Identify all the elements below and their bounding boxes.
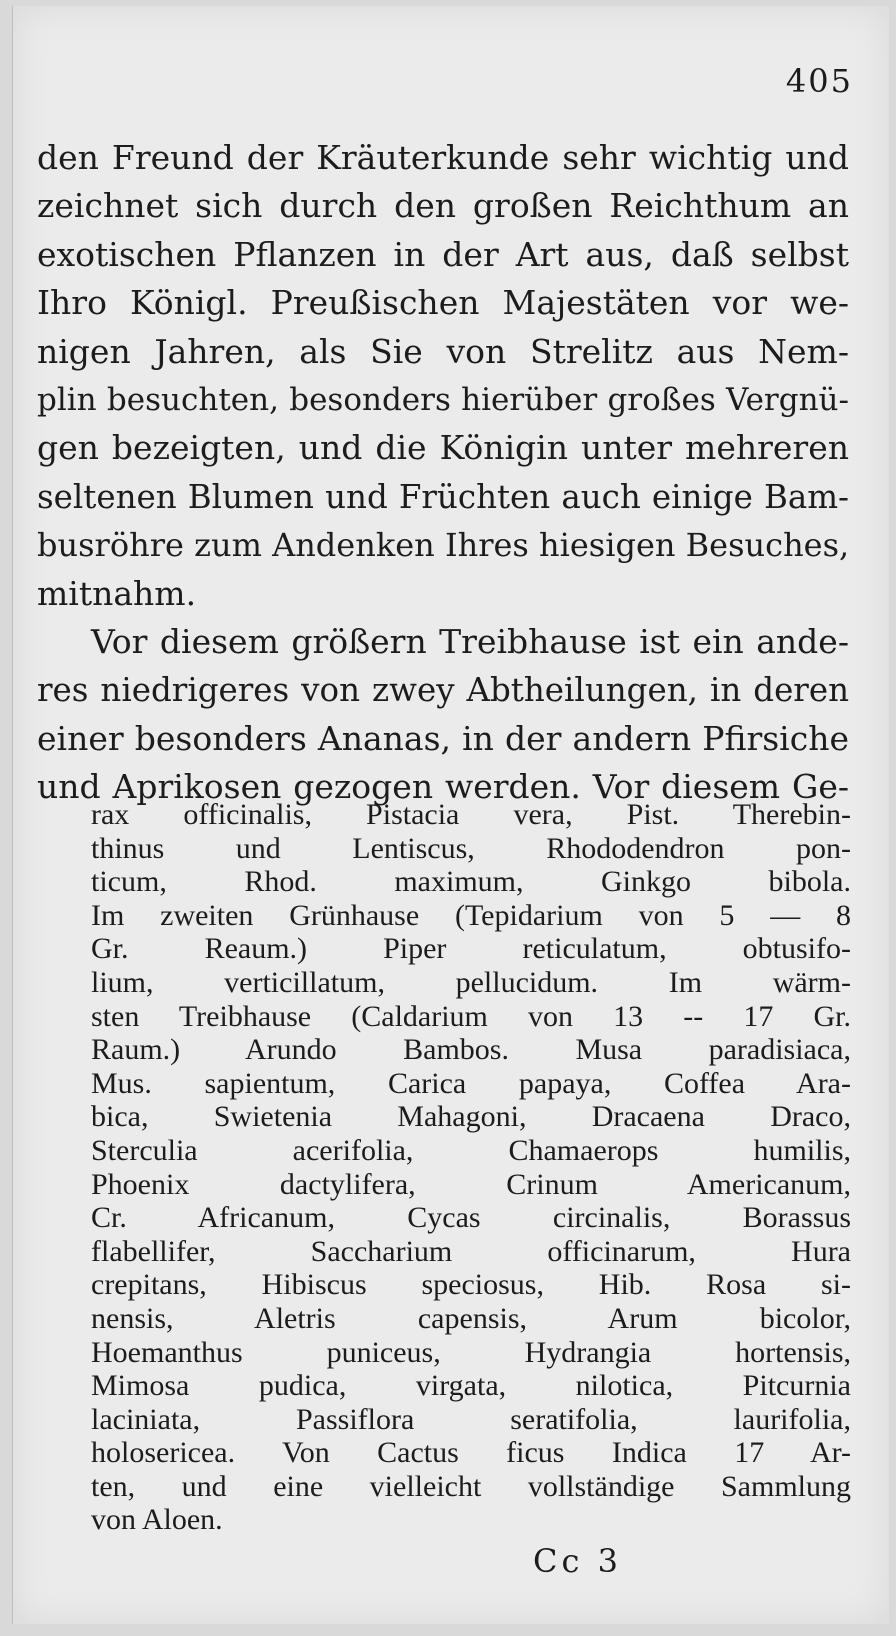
footnote-line: crepitans, Hibiscus speciosus, Hib. Rosa si- <box>91 1268 851 1302</box>
footnote-line: nensis, Aletris capensis, Arum bicolor, <box>91 1301 851 1335</box>
footnote-line: sten Treibhause (Caldarium von 13 -- 17 Gr. <box>91 999 851 1033</box>
footnote-line: Phoenix dactylifera, Crinum Americanum, <box>91 1167 851 1201</box>
main-text-line: plin besuchten, besonders hierüber großes Vergnü- <box>37 381 849 418</box>
main-text-line: mitnahm. <box>37 573 197 613</box>
footnote-line: thinus und Lentiscus, Rhododendron pon- <box>91 831 851 865</box>
main-text-line: den Freund der Kräuterkunde sehr wichtig und <box>37 138 849 177</box>
main-body-text <box>37 134 849 811</box>
footnote-line: ticum, Rhod. maximum, Ginkgo bibola. <box>91 865 851 899</box>
main-text-line: und Aprikosen gezogen werden. Vor diesem Ge- <box>37 767 849 807</box>
signature-mark: Cc 3 <box>533 1542 622 1580</box>
footnote-line: lium, verticillatum, pellucidum. Im wärm- <box>91 965 851 999</box>
footnote-line: Cr. Africanum, Cycas circinalis, Borassus <box>91 1201 851 1235</box>
footnote-line: Im zweiten Grünhause (Tepidarium von 5 — 8 <box>91 898 851 932</box>
footnote-line: flabellifer, Saccharium officinarum, Hura <box>91 1234 851 1268</box>
book-page <box>12 6 889 1624</box>
main-text-line: nigen Jahren, als Sie von Strelitz aus Nem- <box>37 331 849 371</box>
footnote-line: von Aloen. <box>91 1503 223 1537</box>
footnote-line: rax officinalis, Pistacia vera, Pist. Therebin- <box>91 798 851 831</box>
footnote-line: ten, und eine vielleicht vollständige Sammlung <box>91 1469 851 1503</box>
footnote-line: Hoemanthus puniceus, Hydrangia hortensis, <box>91 1335 851 1369</box>
footnote-line: Gr. Reaum.) Piper reticulatum, obtusifo- <box>91 932 851 966</box>
footnote-line: Mimosa pudica, virgata, nilotica, Pitcurnia <box>91 1369 851 1403</box>
footnote-line: Raum.) Arundo Bambos. Musa paradisiaca, <box>91 1033 851 1067</box>
page-number: 405 <box>785 62 853 100</box>
main-text-line: res niedrigeres von zwey Abtheilungen, in deren <box>37 671 849 710</box>
main-text-line: busröhre zum Andenken Ihres hiesigen Besuches, <box>37 526 850 565</box>
main-text-line: Vor diesem größern Treibhause ist ein ande- <box>91 621 849 661</box>
main-text-line: seltenen Blumen und Früchten auch einige Bam- <box>37 477 849 516</box>
footnote-line: Mus. sapientum, Carica papaya, Coffea Ara- <box>91 1066 851 1100</box>
main-text-line: gen bezeigten, und die Königin unter mehreren <box>37 428 849 468</box>
footnote-line: laciniata, Passiflora seratifolia, laurifolia, <box>91 1402 851 1436</box>
main-text-line: Ihro Königl. Preußischen Majestäten vor we- <box>37 283 849 323</box>
footnote-text <box>91 798 851 1537</box>
footnote-line: bica, Swietenia Mahagoni, Dracaena Draco, <box>91 1100 851 1134</box>
main-text-line: zeichnet sich durch den großen Reichthum an <box>37 186 849 226</box>
main-text-line: exotischen Pflanzen in der Art aus, daß selbst <box>37 234 849 274</box>
footnote-line: Sterculia acerifolia, Chamaerops humilis, <box>91 1133 851 1167</box>
footnote-line: holosericea. Von Cactus ficus Indica 17 Ar- <box>91 1436 851 1470</box>
main-text-line: einer besonders Ananas, in der andern Pfirsiche <box>37 718 849 758</box>
